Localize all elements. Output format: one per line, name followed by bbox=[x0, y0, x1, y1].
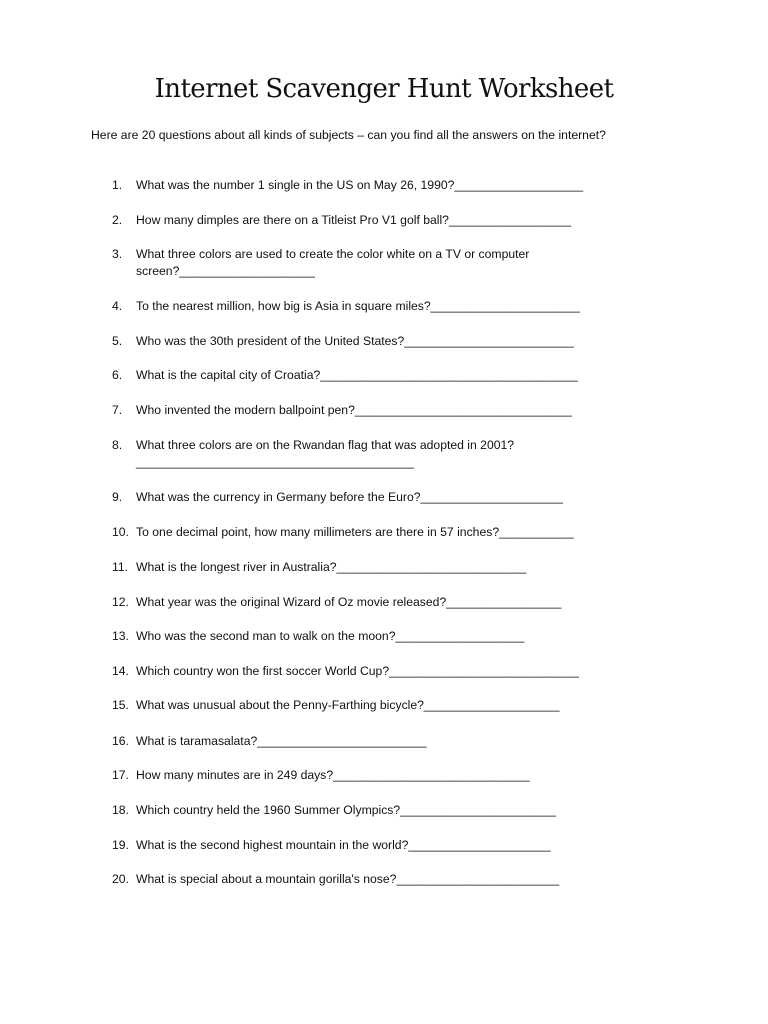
question-item-12 bbox=[112, 594, 612, 611]
question-number: 17. bbox=[112, 768, 129, 782]
question-text: Who invented the modern ballpoint pen?________________________________ bbox=[136, 403, 572, 417]
question-item-7 bbox=[112, 402, 612, 419]
question-item-13 bbox=[112, 628, 612, 645]
question-number: 20. bbox=[112, 872, 129, 886]
question-number: 4. bbox=[112, 299, 123, 313]
question-text: Which country held the 1960 Summer Olympics?_______________________ bbox=[136, 803, 557, 817]
question-number: 2. bbox=[112, 213, 123, 227]
question-item-5 bbox=[112, 333, 612, 350]
question-item-19 bbox=[112, 837, 612, 854]
question-text: What is the longest river in Australia?____________________________ bbox=[136, 560, 527, 574]
question-text: How many dimples are there on a Titleist Pro V1 golf ball?__________________ bbox=[136, 213, 571, 227]
question-number: 8. bbox=[112, 438, 123, 452]
question-text: What was the number 1 single in the US on May 26, 1990?___________________ bbox=[136, 178, 584, 192]
question-number: 9. bbox=[112, 490, 123, 504]
question-number: 16. bbox=[112, 734, 129, 748]
question-item-8 bbox=[112, 437, 612, 471]
question-text: What is taramasalata?_________________________ bbox=[136, 734, 427, 748]
question-number: 15. bbox=[112, 698, 129, 712]
question-number: 19. bbox=[112, 838, 129, 852]
question-item-17 bbox=[112, 767, 612, 784]
question-item-10 bbox=[112, 524, 612, 541]
question-item-15 bbox=[112, 697, 612, 714]
question-item-3 bbox=[112, 246, 612, 280]
question-number: 7. bbox=[112, 403, 123, 417]
question-number: 3. bbox=[112, 247, 123, 261]
question-text: What was unusual about the Penny-Farthing bicycle?____________________ bbox=[136, 698, 560, 712]
question-item-4 bbox=[112, 298, 612, 315]
question-text: Who was the 30th president of the United States?_________________________ bbox=[136, 334, 574, 348]
question-text: To one decimal point, how many millimeters are there in 57 inches?___________ bbox=[136, 525, 574, 539]
question-number: 1. bbox=[112, 178, 123, 192]
question-number: 6. bbox=[112, 368, 123, 382]
question-number: 18. bbox=[112, 803, 129, 817]
question-text: Who was the second man to walk on the moon?___________________ bbox=[136, 629, 525, 643]
question-item-20 bbox=[112, 871, 612, 888]
question-number: 5. bbox=[112, 334, 123, 348]
question-text: What year was the original Wizard of Oz movie released?_________________ bbox=[136, 595, 562, 609]
question-text: What three colors are used to create the color white on a TV or computer screen?____________________ bbox=[136, 247, 530, 278]
question-item-14 bbox=[112, 663, 612, 680]
question-item-16 bbox=[112, 733, 612, 750]
question-item-2 bbox=[112, 212, 612, 229]
question-item-9 bbox=[112, 489, 612, 506]
question-text: To the nearest million, how big is Asia in square miles?______________________ bbox=[136, 299, 580, 313]
page-title: Internet Scavenger Hunt Worksheet bbox=[154, 74, 614, 104]
question-number: 12. bbox=[112, 595, 129, 609]
intro-text: Here are 20 questions about all kinds of subjects – can you find all the answers on the internet? bbox=[91, 128, 606, 142]
question-number: 14. bbox=[112, 664, 129, 678]
question-text: What was the currency in Germany before the Euro?_____________________ bbox=[136, 490, 563, 504]
question-text: What is the second highest mountain in the world?_____________________ bbox=[136, 838, 551, 852]
question-text: Which country won the first soccer World Cup?____________________________ bbox=[136, 664, 579, 678]
question-number: 13. bbox=[112, 629, 129, 643]
question-text: What is special about a mountain gorilla's nose?________________________ bbox=[136, 872, 560, 886]
question-number: 10. bbox=[112, 525, 129, 539]
question-item-11 bbox=[112, 559, 612, 576]
question-item-1 bbox=[112, 177, 612, 194]
question-item-18 bbox=[112, 802, 612, 819]
question-item-6 bbox=[112, 367, 612, 384]
question-number: 11. bbox=[112, 560, 129, 574]
question-text: What is the capital city of Croatia?______________________________________ bbox=[136, 368, 578, 382]
question-text: How many minutes are in 249 days?_____________________________ bbox=[136, 768, 530, 782]
question-text: What three colors are on the Rwandan flag that was adopted in 2001? _________________________________________ bbox=[136, 438, 515, 469]
